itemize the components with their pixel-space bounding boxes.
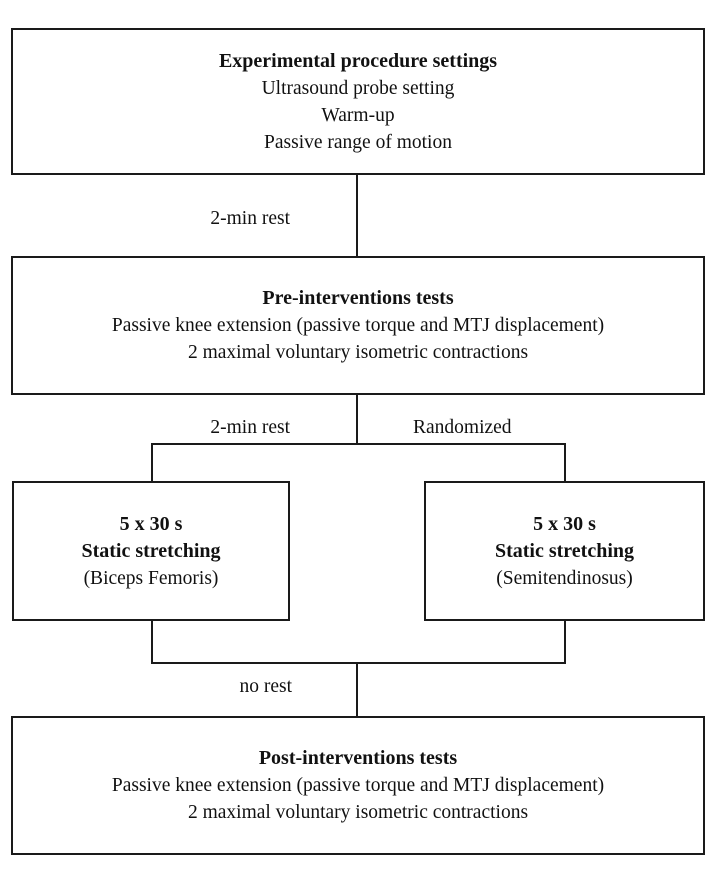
connector-merge-right-down xyxy=(564,621,566,662)
connector-split-horizontal xyxy=(151,443,566,445)
box-text-line: 2 maximal voluntary isometric contractions xyxy=(187,802,529,823)
box-static-stretching-semitendinosus xyxy=(424,481,705,621)
connector-merge-left-down xyxy=(151,621,153,662)
box-title: Static stretching xyxy=(81,539,221,562)
box-title: Post-interventions tests xyxy=(258,747,458,769)
box-text-line: (Biceps Femoris) xyxy=(83,567,219,589)
connector-settings-to-pretests xyxy=(356,175,358,256)
box-title: Static stretching xyxy=(494,539,635,562)
box-experimental-procedure-settings xyxy=(11,28,705,175)
box-text-line: Ultrasound probe setting xyxy=(261,77,455,99)
connector-merge-stem xyxy=(356,662,358,716)
box-title: 5 x 30 s xyxy=(119,512,183,535)
edge-label-rest-1: 2-min rest xyxy=(210,208,290,229)
edge-label-randomized: Randomized xyxy=(413,417,512,438)
connector-branch-left-down xyxy=(151,443,153,481)
box-text-line: Warm-up xyxy=(321,104,395,126)
box-text-line: 2 maximal voluntary isometric contractions xyxy=(187,342,529,363)
box-static-stretching-biceps-femoris xyxy=(12,481,290,621)
box-text-line: Passive knee extension (passive torque and MTJ displacement) xyxy=(111,315,605,336)
box-text-line: Passive knee extension (passive torque and MTJ displacement) xyxy=(111,775,605,796)
edge-label-rest-2: 2-min rest xyxy=(210,417,290,438)
box-title: Experimental procedure settings xyxy=(218,49,498,72)
box-post-interventions-tests xyxy=(11,716,705,855)
connector-merge-horizontal xyxy=(151,662,566,664)
box-title: 5 x 30 s xyxy=(533,512,596,535)
connector-pretests-stem xyxy=(356,395,358,445)
box-pre-interventions-tests xyxy=(11,256,705,395)
box-text-line: Passive range of motion xyxy=(264,131,452,153)
box-text-line: (Semitendinosus) xyxy=(496,567,633,589)
edge-label-no-rest: no rest xyxy=(239,676,292,697)
box-title: Pre-interventions tests xyxy=(262,287,454,309)
connector-branch-right-down xyxy=(564,443,566,481)
